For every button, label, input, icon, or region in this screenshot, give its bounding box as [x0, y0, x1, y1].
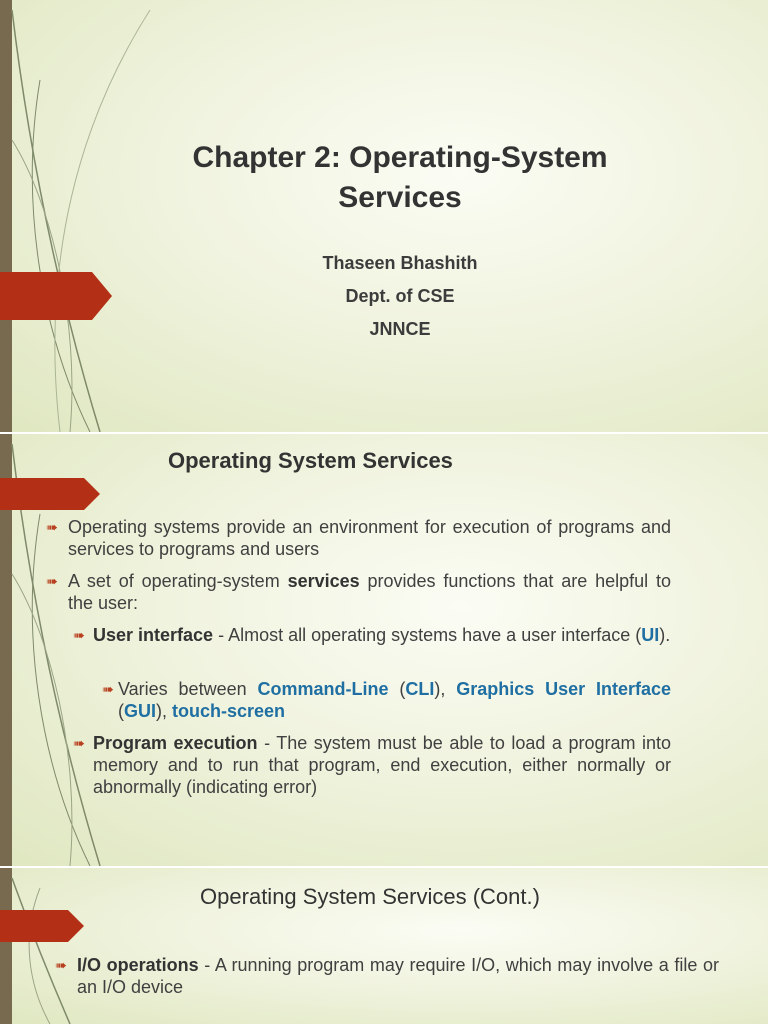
- accent-tab: [0, 478, 100, 510]
- arrow-right-icon: ➠: [55, 957, 67, 973]
- arrow-right-icon: ➠: [73, 735, 85, 751]
- bullet-varies: ➠ Varies between Command-Line (CLI), Graphics User Interface (GUI), touch-screen: [102, 679, 672, 721]
- accent-tab: [0, 910, 84, 942]
- arrow-right-icon: ➠: [73, 627, 85, 643]
- author-name: Thaseen Bhashith: [322, 253, 478, 273]
- slide-heading: Operating System Services (Cont.): [200, 884, 540, 909]
- arrow-right-icon: ➠: [46, 519, 58, 535]
- title-line-2: Services: [338, 181, 462, 214]
- arrow-right-icon: ➠: [46, 573, 58, 589]
- slide-services: [0, 434, 768, 866]
- slide-heading: Operating System Services: [168, 448, 453, 473]
- slide-services-cont: [0, 868, 768, 1024]
- college-name: JNNCE: [369, 319, 431, 339]
- bullet-user-interface: ➠ User interface - Almost all operating systems have a user interface (UI).: [73, 625, 671, 645]
- bullet-io-operations: ➠ I/O operations - A running program may require I/O, which may involve a file or an I/O device: [55, 955, 719, 997]
- decorative-lines: [0, 868, 160, 1024]
- slide-title-text: [120, 138, 680, 218]
- bullet-services: ➠ A set of operating-system services provides functions that are helpful to the user:: [46, 571, 671, 613]
- title-line-1: Chapter 2: Operating-System: [192, 141, 608, 174]
- bullet-environment: ➠ Operating systems provide an environment for execution of programs and services to programs and users: [46, 517, 671, 559]
- slide-title: [0, 0, 768, 432]
- department: Dept. of CSE: [345, 286, 455, 306]
- arrow-right-icon: ➠: [102, 681, 114, 697]
- bullet-program-execution: ➠ Program execution - The system must be able to load a program into memory and to run that program, end execution, either normally or abnormally (indicating error): [73, 733, 671, 797]
- accent-tab: [0, 272, 112, 320]
